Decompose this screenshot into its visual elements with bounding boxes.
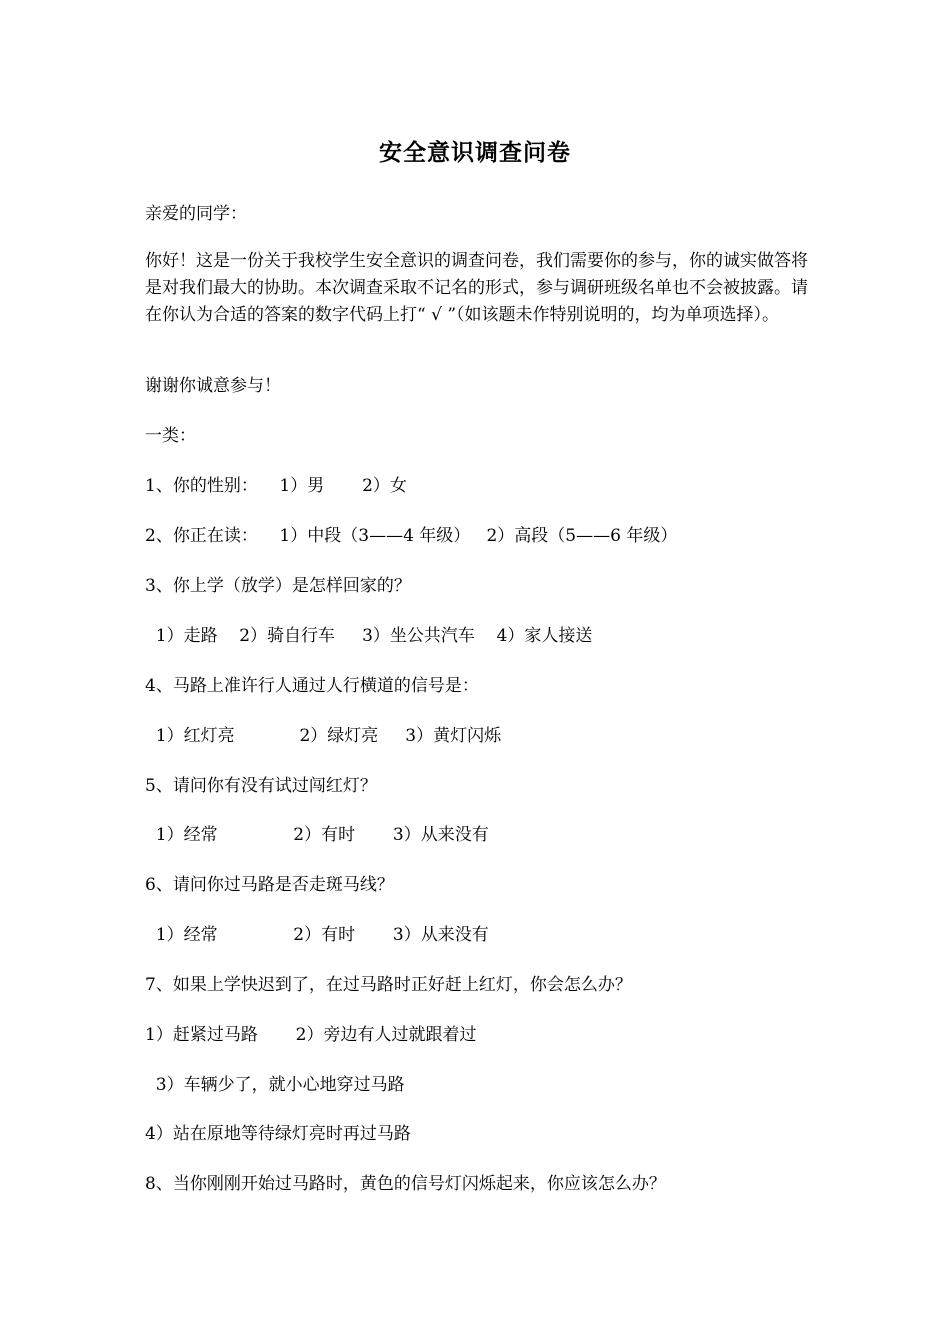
intro-paragraph: 你好！这是一份关于我校学生安全意识的调查问卷，我们需要你的参与，你的诚实做答将是对我们最大的协助。本次调查采取不记名的形式，参与调研班级名单也不会被披露。请在你认为合适的答案的数字代码上打“ √ ”（如该题未作特别说明的，均为单项选择）。 [145, 251, 808, 325]
greeting: 亲爱的同学： [145, 204, 247, 224]
document-title: 安全意识调查问卷 [379, 139, 571, 166]
question-6-options: 1）经常 2）有时 3）从来没有 [145, 925, 489, 945]
question-6: 6、请问你过马路是否走斑马线？ [145, 875, 394, 895]
question-5-options: 1）经常 2）有时 3）从来没有 [145, 825, 489, 845]
thanks-text: 谢谢你诚意参与！ [145, 376, 281, 396]
question-7-option-row-2: 3）车辆少了，就小心地穿过马路 [145, 1075, 405, 1095]
question-3-options: 1）走路 2）骑自行车 3）坐公共汽车 4）家人接送 [145, 626, 593, 646]
question-4: 4、马路上准许行人通过人行横道的信号是： [145, 676, 479, 696]
question-3: 3、你上学（放学）是怎样回家的？ [145, 576, 411, 596]
question-5: 5、请问你有没有试过闯红灯？ [145, 776, 377, 796]
question-7-option-row-3: 4）站在原地等待绿灯亮时再过马路 [145, 1124, 411, 1144]
question-2: 2、你正在读： 1）中段（3——4 年级） 2）高段（5——6 年级） [145, 526, 678, 546]
question-7: 7、如果上学快迟到了，在过马路时正好赶上红灯，你会怎么办？ [145, 975, 632, 995]
section-heading: 一类： [145, 426, 196, 446]
question-7-option-row-1: 1）赶紧过马路 2）旁边有人过就跟着过 [145, 1025, 477, 1045]
question-4-options: 1）红灯亮 2）绿灯亮 3）黄灯闪烁 [145, 726, 502, 746]
question-1: 1、你的性别： 1）男 2）女 [145, 476, 407, 496]
question-8: 8、当你刚刚开始过马路时，黄色的信号灯闪烁起来，你应该怎么办？ [145, 1174, 666, 1194]
